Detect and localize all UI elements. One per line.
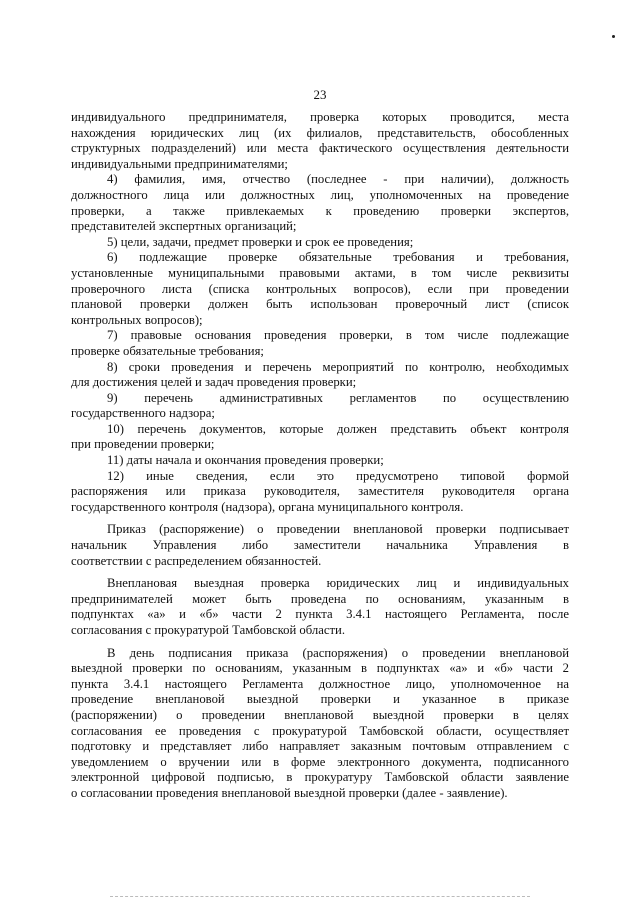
text-line: должностного лица или должностных лиц, уполномоченных на проведение: [71, 187, 569, 202]
text-line: 8) сроки проведения и перечень мероприятий по контролю, необходимых: [107, 359, 569, 374]
text-line: проверки, а также привлекаемых к проведению проверки экспертов,: [71, 203, 569, 218]
text-line: начальник Управления либо заместители начальника Управления в: [71, 538, 569, 553]
text-line: пункта 3.4.1 настоящего Регламента должностное лицо, уполномоченное на: [71, 676, 569, 691]
text-line: государственного надзора;: [71, 406, 215, 421]
text-line: 11) даты начала и окончания проведения проверки;: [107, 453, 384, 468]
scan-artifact-line: [110, 896, 530, 899]
text-line: Приказ (распоряжение) о проведении внеплановой проверки подписывает: [107, 522, 569, 537]
text-line: 12) иные сведения, если это предусмотрено типовой формой: [107, 468, 569, 483]
text-line: проведение внеплановой выездной проверки и указанное в приказе: [71, 692, 569, 707]
text-line: (распоряжении) о проведении внеплановой выездной проверки в целях: [71, 707, 569, 722]
text-line: предпринимателей может быть проведена по основаниям, указанным в: [71, 591, 569, 606]
text-line: 5) цели, задачи, предмет проверки и срок ее проведения;: [107, 234, 414, 249]
document-body: [71, 110, 569, 802]
text-line: подготовку и представляет либо направляет заказным почтовым отправлением с: [71, 739, 569, 754]
text-line: плановой проверки должен быть использован проверочный лист (список: [71, 297, 569, 312]
paragraph-gap: [71, 639, 569, 646]
text-line: 7) правовые основания проведения проверки, в том числе подлежащие: [107, 328, 569, 343]
text-line: государственного контроля (надзора), органа муниципального контроля.: [71, 499, 464, 514]
text-line: В день подписания приказа (распоряжения) о проведении внеплановой: [107, 645, 569, 660]
text-line: подпунктах «а» и «б» части 2 пункта 3.4.1 настоящего Регламента, после: [71, 607, 569, 622]
text-line: 6) подлежащие проверке обязательные требования и требования,: [107, 250, 569, 265]
text-line: 9) перечень административных регламентов по осуществлению: [107, 390, 569, 405]
paragraph-gap: [71, 569, 569, 576]
text-line: распоряжения или приказа руководителя, заместителя руководителя органа: [71, 484, 569, 499]
text-line: проверке обязательные требования;: [71, 343, 264, 358]
text-line: 4) фамилия, имя, отчество (последнее - при наличии), должность: [107, 172, 569, 187]
text-line: нахождения юридических лиц (их филиалов, представительств, обособленных: [71, 125, 569, 140]
text-line: индивидуальными предпринимателями;: [71, 156, 288, 171]
text-line: о согласовании проведения внеплановой выездной проверки (далее - заявление).: [71, 785, 508, 800]
scan-speck: [612, 35, 615, 38]
text-line: индивидуального предпринимателя, проверка которых проводится, места: [71, 110, 569, 124]
text-line: представителей экспертных организаций;: [71, 219, 297, 234]
text-line: согласования ее проведения с прокуратурой Тамбовской области, осуществляет: [71, 723, 569, 738]
text-line: при проведении проверки;: [71, 437, 215, 452]
text-line: электронной цифровой подписью, в прокуратуру Тамбовской области заявление: [71, 770, 569, 785]
paragraph-gap: [71, 515, 569, 522]
text-line: для достижения целей и задач проведения проверки;: [71, 375, 357, 390]
text-line: 10) перечень документов, которые должен представить объект контроля: [107, 421, 569, 436]
text-line: контрольных вопросов);: [71, 312, 203, 327]
page-number: 23: [313, 87, 327, 102]
text-line: установленные муниципальными правовыми актами, в том числе реквизиты: [71, 265, 569, 280]
text-line: уведомлением о вручении или в форме электронного документа, подписанного: [71, 754, 569, 769]
text-line: выездной проверки по основаниям, указанным в подпунктах «а» и «б» части 2: [71, 661, 569, 676]
text-line: проверочного листа (списка контрольных вопросов), если при проведении: [71, 281, 569, 296]
text-line: соответствии с распределением обязанностей.: [71, 553, 322, 568]
text-line: структурных подразделений) или места фактического осуществления деятельности: [71, 141, 569, 156]
text-line: согласования с прокуратурой Тамбовской области.: [71, 623, 345, 637]
text-line: Внеплановая выездная проверка юридических лиц и индивидуальных: [107, 576, 569, 591]
